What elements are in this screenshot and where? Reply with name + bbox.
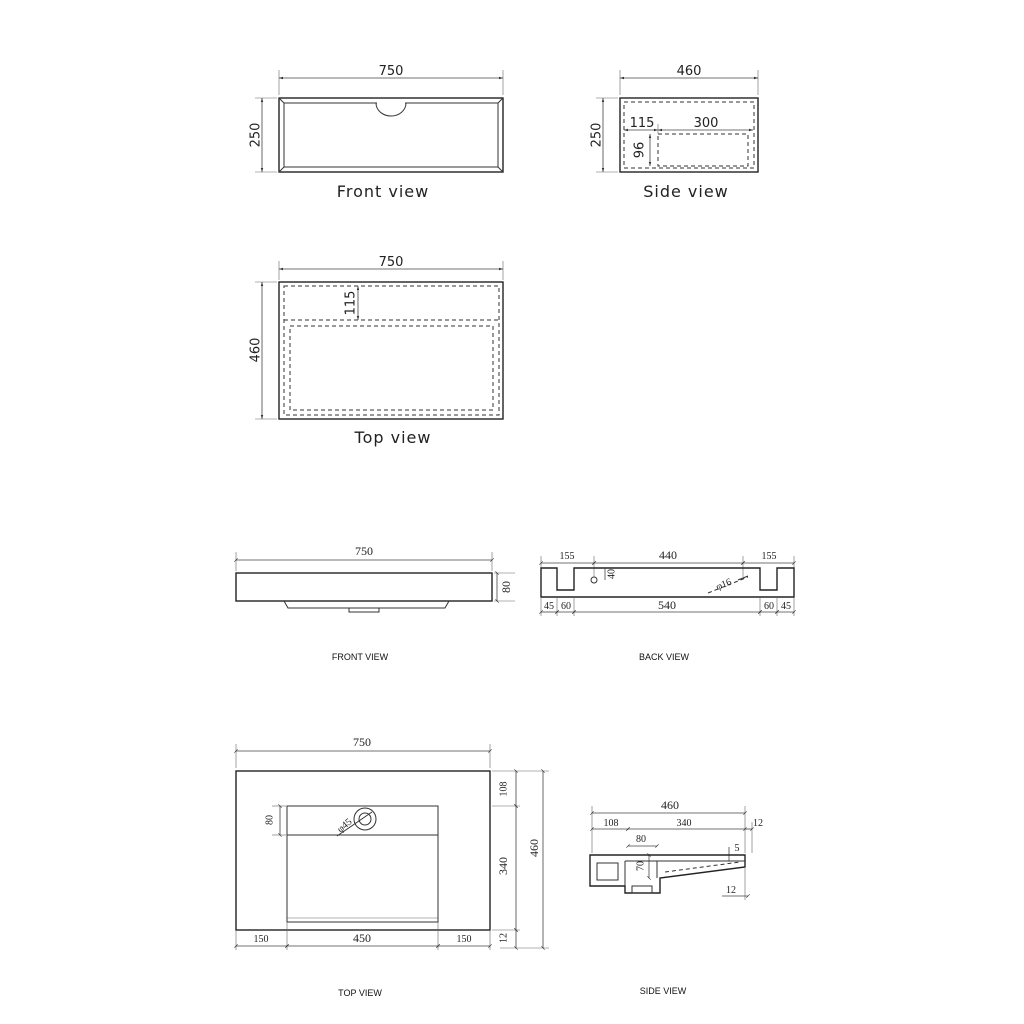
notch-mask <box>377 102 405 105</box>
basin-bowl <box>287 806 438 922</box>
drawer-height-dimension: 96 <box>632 141 648 159</box>
bottom-dimension: 540 <box>658 598 676 612</box>
basin-front-view <box>236 544 515 662</box>
height-dimension: 80 <box>498 581 513 593</box>
left-hole-offset: 155 <box>559 551 575 562</box>
drawer-front <box>284 103 498 167</box>
hole-spacing: 440 <box>659 548 677 562</box>
slope-drop-dimension: 5 <box>734 843 740 854</box>
cabinet-outline <box>279 98 503 172</box>
depth-part-dimension: 12 <box>753 818 763 829</box>
drain-outlet <box>349 608 379 612</box>
drain-outlet <box>632 886 652 893</box>
cabinet-outline <box>620 98 758 172</box>
back-slot <box>597 863 618 880</box>
height-dimension: 250 <box>248 122 264 148</box>
view-label: FRONT VIEW <box>331 652 389 662</box>
width-dimension: 750 <box>378 64 404 79</box>
cabinet-front-view <box>249 64 504 201</box>
bottom-offset-dimension: 12 <box>726 885 736 896</box>
width-dimension: 750 <box>353 735 371 749</box>
drawer-offset-dimension: 115 <box>629 116 655 131</box>
view-label: BACK VIEW <box>638 652 690 662</box>
right-hole-offset: 155 <box>761 551 777 562</box>
width-part-dimension: 150 <box>253 934 269 945</box>
frame-corner <box>498 167 503 172</box>
hidden-drawer-box <box>290 326 493 410</box>
view-label: Front view <box>336 182 430 201</box>
drain-outer-ring <box>354 808 376 830</box>
frame-corner <box>279 98 284 103</box>
drain-height-dimension: 70 <box>635 861 647 871</box>
hidden-slope-line <box>665 862 740 872</box>
drain-diameter: φ45 <box>335 816 355 836</box>
depth-dimension: 340 <box>495 857 510 875</box>
mounting-hole <box>591 577 597 583</box>
hidden-carcass-line <box>284 286 499 415</box>
depth-dimension: 108 <box>498 781 510 797</box>
drain-inner-ring <box>359 813 371 825</box>
width-part-dimension: 150 <box>456 934 472 945</box>
depth-dimension: 460 <box>661 798 679 812</box>
shelf-depth-dimension: 80 <box>264 815 276 825</box>
height-dimension: 250 <box>589 122 605 148</box>
width-part-dimension: 450 <box>353 931 371 945</box>
bottom-dimension: 60 <box>561 601 571 612</box>
frame-corner <box>498 98 503 103</box>
view-label: SIDE VIEW <box>639 986 687 996</box>
basin-outline <box>236 771 490 930</box>
total-depth-dimension: 460 <box>526 839 541 857</box>
basin-back-view <box>541 548 794 662</box>
depth-dimension: 460 <box>676 64 702 79</box>
depth-part-dimension: 340 <box>676 818 692 829</box>
basin-side-view <box>590 798 763 996</box>
cabinet-outline <box>279 282 503 419</box>
basin-slab-outline <box>236 573 492 601</box>
depth-dimension: 12 <box>498 933 510 943</box>
width-dimension: 750 <box>378 255 404 270</box>
hidden-drawer-box <box>658 134 748 166</box>
depth-part-dimension: 108 <box>603 818 619 829</box>
width-dimension: 750 <box>355 544 373 558</box>
cabinet-side-view <box>590 64 759 201</box>
drawer-depth-dimension: 300 <box>693 116 719 131</box>
view-label: Side view <box>643 182 729 201</box>
depth-dimension: 460 <box>248 337 264 363</box>
basin-top-view <box>236 735 549 998</box>
view-label: TOP VIEW <box>338 988 382 998</box>
hole-height-dimension: 40 <box>606 569 618 579</box>
bottom-dimension: 45 <box>544 601 554 612</box>
frame-corner <box>279 167 284 172</box>
basin-bowl-underside <box>284 601 449 608</box>
bottom-dimension: 45 <box>781 601 791 612</box>
drain-width-dimension: 80 <box>636 834 646 845</box>
cabinet-top-view <box>249 255 504 447</box>
view-label: Top view <box>354 428 432 447</box>
hole-diameter: φ16 <box>714 576 734 593</box>
drawer-offset-dimension: 115 <box>343 290 359 316</box>
basin-back-outline <box>541 568 794 597</box>
bottom-dimension: 60 <box>764 601 774 612</box>
